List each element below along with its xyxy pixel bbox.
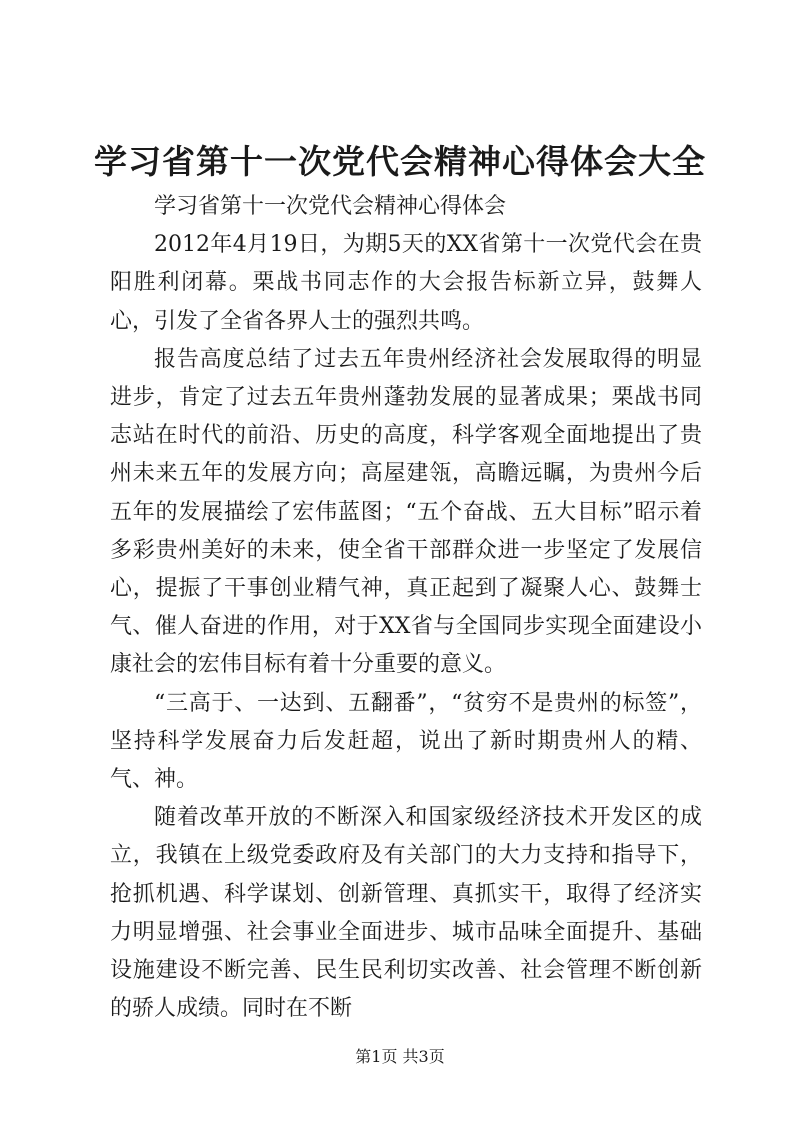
subtitle-paragraph: 学习省第十一次党代会精神心得体会: [154, 194, 507, 219]
body-paragraph: 随着改革开放的不断深入和国家级经济技术开发区的成立，我镇在上级党委政府及有关部门的大力支持和指导下，抢抓机遇、科学谋划、创新管理、真抓实干，取得了经济实力明显增强、社会事业全面进步、城市品味全面提升、基础设施建设不断完善、民生民利切实改善、社会管理不断创新的骄人成绩。同时在不断: [110, 805, 702, 1022]
body-paragraph: “三高于、一达到、五翻番”，“贫穷不是贵州的标签”，坚持科学发展奋力后发赶超，说出了新时期贵州人的精、气、神。: [110, 690, 702, 793]
document-title: 学习省第十一次党代会精神心得体会大全: [94, 142, 706, 181]
body-paragraph: 报告高度总结了过去五年贵州经济社会发展取得的明显进步，肯定了过去五年贵州蓬勃发展的显著成果；栗战书同志站在时代的前沿、历史的高度，科学客观全面地提出了贵州未来五年的发展方向；高屋建瓴，高瞻远瞩，为贵州今后五年的发展描绘了宏伟蓝图；“五个奋战、五大目标”昭示着多彩贵州美好的未来，使全省干部群众进一步坚定了发展信心，提振了干事创业精气神，真正起到了凝聚人心、鼓舞士气、催人奋进的作用，对于XX省与全国同步实现全面建设小康社会的宏伟目标有着十分重要的意义。: [110, 346, 702, 678]
body-paragraph: 2012年4月19日，为期5天的XX省第十一次党代会在贵阳胜利闭幕。栗战书同志作的大会报告标新立异，鼓舞人心，引发了全省各界人士的强烈共鸣。: [110, 232, 702, 334]
page-number-footer: 第1页 共3页: [355, 1047, 445, 1066]
document-body: [110, 188, 702, 1028]
